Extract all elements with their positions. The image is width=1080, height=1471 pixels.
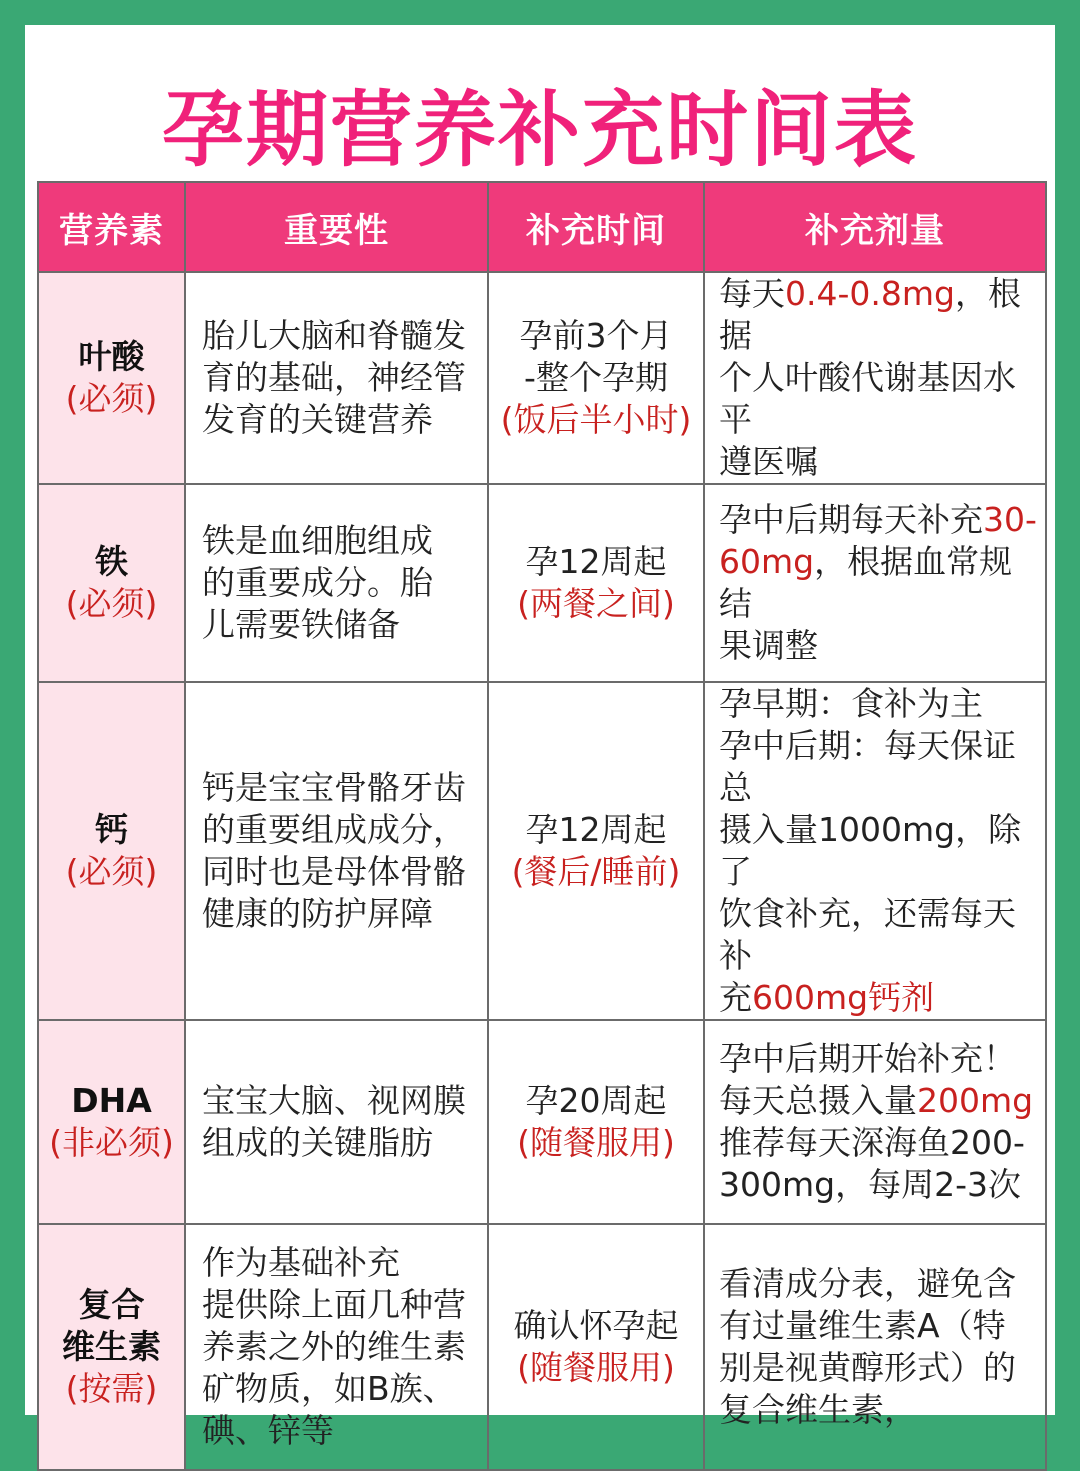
time-cell xyxy=(488,1020,704,1224)
dose-line: 孕早期：食补为主 xyxy=(719,684,983,723)
time-line: -整个孕期 xyxy=(524,358,668,397)
time-line: 孕12周起 xyxy=(525,810,667,849)
time-cell xyxy=(488,272,704,484)
nutrient-name: 叶酸 xyxy=(78,337,145,376)
header-dose: 补充剂量 xyxy=(704,182,1046,272)
header-time: 补充时间 xyxy=(488,182,704,272)
dose-line: 推荐每天深海鱼200- xyxy=(719,1123,1025,1162)
dose-line: 别是视黄醇形式）的 xyxy=(719,1348,1016,1387)
importance-line: 育的基础，神经管 xyxy=(202,358,466,397)
dose-cell xyxy=(704,272,1046,484)
dose-text: ，根据血常规结 xyxy=(719,542,1013,623)
nutrition-table xyxy=(37,181,1047,1471)
timing-note: (随餐服用) xyxy=(517,1348,675,1387)
importance-line: 作为基础补充 xyxy=(202,1243,400,1282)
importance-cell xyxy=(185,1224,488,1470)
importance-line: 的重要成分。胎 xyxy=(202,563,433,602)
dose-cell xyxy=(704,1020,1046,1224)
importance-cell xyxy=(185,682,488,1020)
dose-highlight: 60mg xyxy=(719,542,815,581)
importance-line: 健康的防护屏障 xyxy=(202,894,433,933)
dose-highlight: 600mg钙剂 xyxy=(752,978,935,1017)
dose-line xyxy=(719,977,1039,1019)
importance-line: 矿物质，如B族、 xyxy=(202,1369,456,1408)
nutrient-name: 维生素 xyxy=(62,1327,161,1366)
importance-line: 钙是宝宝骨骼牙齿 xyxy=(202,768,466,807)
timing-note: (随餐服用) xyxy=(517,1123,675,1162)
time-line: 确认怀孕起 xyxy=(513,1306,679,1345)
dose-line xyxy=(719,541,1039,625)
dose-line: 果调整 xyxy=(719,626,818,665)
importance-line: 同时也是母体骨骼 xyxy=(202,852,466,891)
dose-line: 300mg，每周2-3次 xyxy=(719,1165,1021,1204)
time-line: 孕前3个月 xyxy=(519,316,673,355)
table-row xyxy=(38,1224,1046,1470)
dose-text: 孕中后期每天补充 xyxy=(719,500,983,539)
dose-cell xyxy=(704,1224,1046,1470)
importance-cell xyxy=(185,484,488,682)
time-cell xyxy=(488,484,704,682)
table-row xyxy=(38,682,1046,1020)
importance-line: 宝宝大脑、视网膜 xyxy=(202,1081,466,1120)
timing-note: (饭后半小时) xyxy=(500,400,692,439)
dose-line: 看清成分表，避免含 xyxy=(719,1264,1016,1303)
dose-line: 复合维生素， xyxy=(719,1390,917,1429)
time-line: 孕12周起 xyxy=(525,542,667,581)
table-row xyxy=(38,272,1046,484)
dose-highlight: 0.4-0.8mg xyxy=(785,274,955,313)
dose-text: 充 xyxy=(719,978,752,1017)
dose-highlight: 200mg xyxy=(917,1081,1034,1120)
nutrient-name: DHA xyxy=(71,1081,152,1120)
dose-line: 有过量维生素A（特 xyxy=(719,1306,1006,1345)
nutrient-cell xyxy=(38,272,185,484)
importance-line: 的重要组成成分， xyxy=(202,810,466,849)
dose-line: 个人叶酸代谢基因水平 xyxy=(719,358,1016,439)
nutrient-name: 铁 xyxy=(95,542,128,581)
importance-cell xyxy=(185,272,488,484)
nutrient-name: 复合 xyxy=(78,1285,145,1324)
timing-note: (餐后/睡前) xyxy=(511,852,681,891)
header-importance: 重要性 xyxy=(185,182,488,272)
nutrient-cell xyxy=(38,1020,185,1224)
dose-line: 孕中后期开始补充！ xyxy=(719,1039,1016,1078)
importance-line: 养素之外的维生素 xyxy=(202,1327,466,1366)
header-nutrient: 营养素 xyxy=(38,182,185,272)
table-row xyxy=(38,484,1046,682)
importance-line: 发育的关键营养 xyxy=(202,400,433,439)
page-title: 孕期营养补充时间表 xyxy=(161,83,918,178)
importance-line: 胎儿大脑和脊髓发 xyxy=(202,316,466,355)
dose-line: 饮食补充，还需每天补 xyxy=(719,894,1016,975)
time-cell xyxy=(488,1224,704,1470)
dose-highlight: 30- xyxy=(983,500,1037,539)
time-line: 孕20周起 xyxy=(525,1081,667,1120)
requirement-label: (必须) xyxy=(65,584,158,623)
time-cell xyxy=(488,682,704,1020)
nutrient-cell xyxy=(38,682,185,1020)
requirement-label: (非必须) xyxy=(49,1123,174,1162)
table-row xyxy=(38,1020,1046,1224)
nutrient-cell xyxy=(38,1224,185,1470)
dose-cell xyxy=(704,484,1046,682)
dose-line: 遵医嘱 xyxy=(719,442,818,481)
importance-line: 铁是血细胞组成 xyxy=(202,521,433,560)
importance-line: 提供除上面几种营 xyxy=(202,1285,466,1324)
requirement-label: (按需) xyxy=(65,1369,158,1408)
importance-line: 儿需要铁储备 xyxy=(202,605,400,644)
dose-cell xyxy=(704,682,1046,1020)
dose-line xyxy=(719,1080,1039,1122)
importance-line: 组成的关键脂肪 xyxy=(202,1123,433,1162)
timing-note: (两餐之间) xyxy=(517,584,675,623)
header-row xyxy=(38,182,1046,272)
importance-line: 碘、锌等 xyxy=(202,1411,334,1450)
requirement-label: (必须) xyxy=(65,852,158,891)
importance-cell xyxy=(185,1020,488,1224)
dose-line: 摄入量1000mg，除了 xyxy=(719,810,1022,891)
dose-line: 孕中后期：每天保证总 xyxy=(719,726,1016,807)
dose-text: 每天总摄入量 xyxy=(719,1081,917,1120)
requirement-label: (必须) xyxy=(65,379,158,418)
dose-line xyxy=(719,499,1039,541)
poster xyxy=(25,25,1055,1450)
dose-text: 每天 xyxy=(719,274,785,313)
nutrient-name: 钙 xyxy=(95,810,128,849)
dose-text: ，根据 xyxy=(719,274,1021,355)
nutrient-cell xyxy=(38,484,185,682)
dose-line xyxy=(719,273,1039,357)
